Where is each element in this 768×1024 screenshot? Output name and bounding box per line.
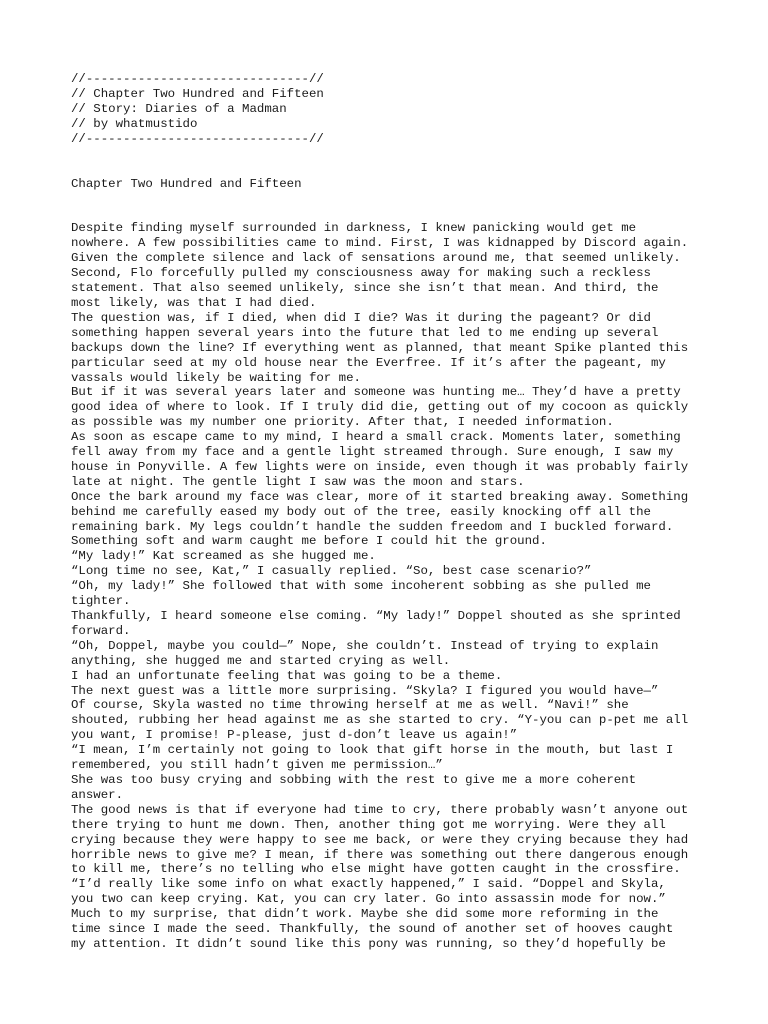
paragraph: “Oh, my lady!” She followed that with some incoherent sobbing as she pulled me tighter. [71, 579, 651, 609]
paragraph: Once the bark around my face was clear, more of it started breaking away. Something behind me carefully eased my body out of the tree, easily knocking off all the remaining bark. My legs couldn’t handle the sudden freedom and I buckled forward. Something soft and warm caught me before I could hit the ground. [71, 489, 689, 549]
paragraph: The next guest was a little more surprising. “Skyla? I figured you would have—” [71, 683, 659, 698]
header-chapter-line: // Chapter Two Hundred and Fifteen [71, 86, 324, 101]
paragraph: “I mean, I’m certainly not going to look that gift horse in the mouth, but last I remembered, you still hadn’t given me permission…” [71, 743, 674, 773]
header-divider-bottom: //------------------------------// [71, 131, 324, 146]
paragraph: Much to my surprise, that didn’t work. Maybe she did some more reforming in the time since I made the seed. Thankfully, the sound of another set of hooves caught my attention. It didn’t sound like this pony was running, so they’d hopefully be [71, 907, 674, 951]
paragraph: “Oh, Doppel, maybe you could—” Nope, she couldn’t. Instead of trying to explain anything, she hugged me and started crying as well. [71, 638, 659, 668]
paragraph: Thankfully, I heard someone else coming. “My lady!” Doppel shouted as she sprinted forward. [71, 609, 681, 638]
paragraph: The question was, if I died, when did I die? Was it during the pageant? Or did something happen several years into the future that led to me ending up several backups down the line? If everything went as planned, that meant Spike planted this particular seed at my old house near the Everfree. If it’s after the pageant, my vassals would likely be waiting for me. [71, 310, 689, 385]
document-page [71, 72, 731, 952]
paragraph: Of course, Skyla wasted no time throwing herself at me as well. “Navi!” she shouted, rubbing her head against me as she started to cry. “Y-you can p-pet me all you want, I promise! P-please, just d-don’t leave us again!” [71, 698, 689, 743]
paragraph: “My lady!” Kat screamed as she hugged me. [71, 549, 376, 564]
story-header [71, 72, 731, 147]
header-author-line: // by whatmustido [71, 116, 198, 131]
header-divider-top: //------------------------------// [71, 72, 324, 86]
paragraph: I had an unfortunate feeling that was going to be a theme. [71, 668, 503, 683]
chapter-title: Chapter Two Hundred and Fifteen [71, 176, 302, 191]
paragraph: The good news is that if everyone had time to cry, there probably wasn’t anyone out there trying to hunt me down. Then, another thing got me worrying. Were they all crying because they were happy to see me back, or were they crying because they had horrible news to give me? I mean, if there was something out there dangerous enough to kill me, there’s no telling who else might have gotten caught in the crossfire. [71, 802, 689, 877]
paragraph: “I’d really like some info on what exactly happened,” I said. “Doppel and Skyla, you two can keep crying. Kat, you can cry later. Go into assassin mode for now.” [71, 877, 666, 907]
chapter-body [71, 221, 731, 951]
paragraph: As soon as escape came to my mind, I heard a small crack. Moments later, something fell away from my face and a gentle light streamed through. Sure enough, I saw my house in Ponyville. A few lights were on inside, even though it was probably fairly late at night. The gentle light I saw was the moon and stars. [71, 430, 689, 489]
paragraph: “Long time no see, Kat,” I casually replied. “So, best case scenario?” [71, 564, 592, 579]
paragraph: She was too busy crying and sobbing with the rest to give me a more coherent answer. [71, 772, 637, 802]
header-story-line: // Story: Diaries of a Madman [71, 101, 287, 116]
paragraph: Despite finding myself surrounded in darkness, I knew panicking would get me nowhere. A few possibilities came to mind. First, I was kidnapped by Discord again. Given the complete silence and lack of sensations around me, that seemed unlikely. Second, Flo forcefully pulled my consciousness away for making such a reckless statement. That also seemed unlikely, since she isn’t that mean. And third, the most likely, was that I had died. [71, 221, 689, 310]
paragraph: But if it was several years later and someone was hunting me… They’d have a pretty good idea of where to look. If I truly did die, getting out of my cocoon as quickly as possible was my number one priority. After that, I needed information. [71, 385, 689, 430]
